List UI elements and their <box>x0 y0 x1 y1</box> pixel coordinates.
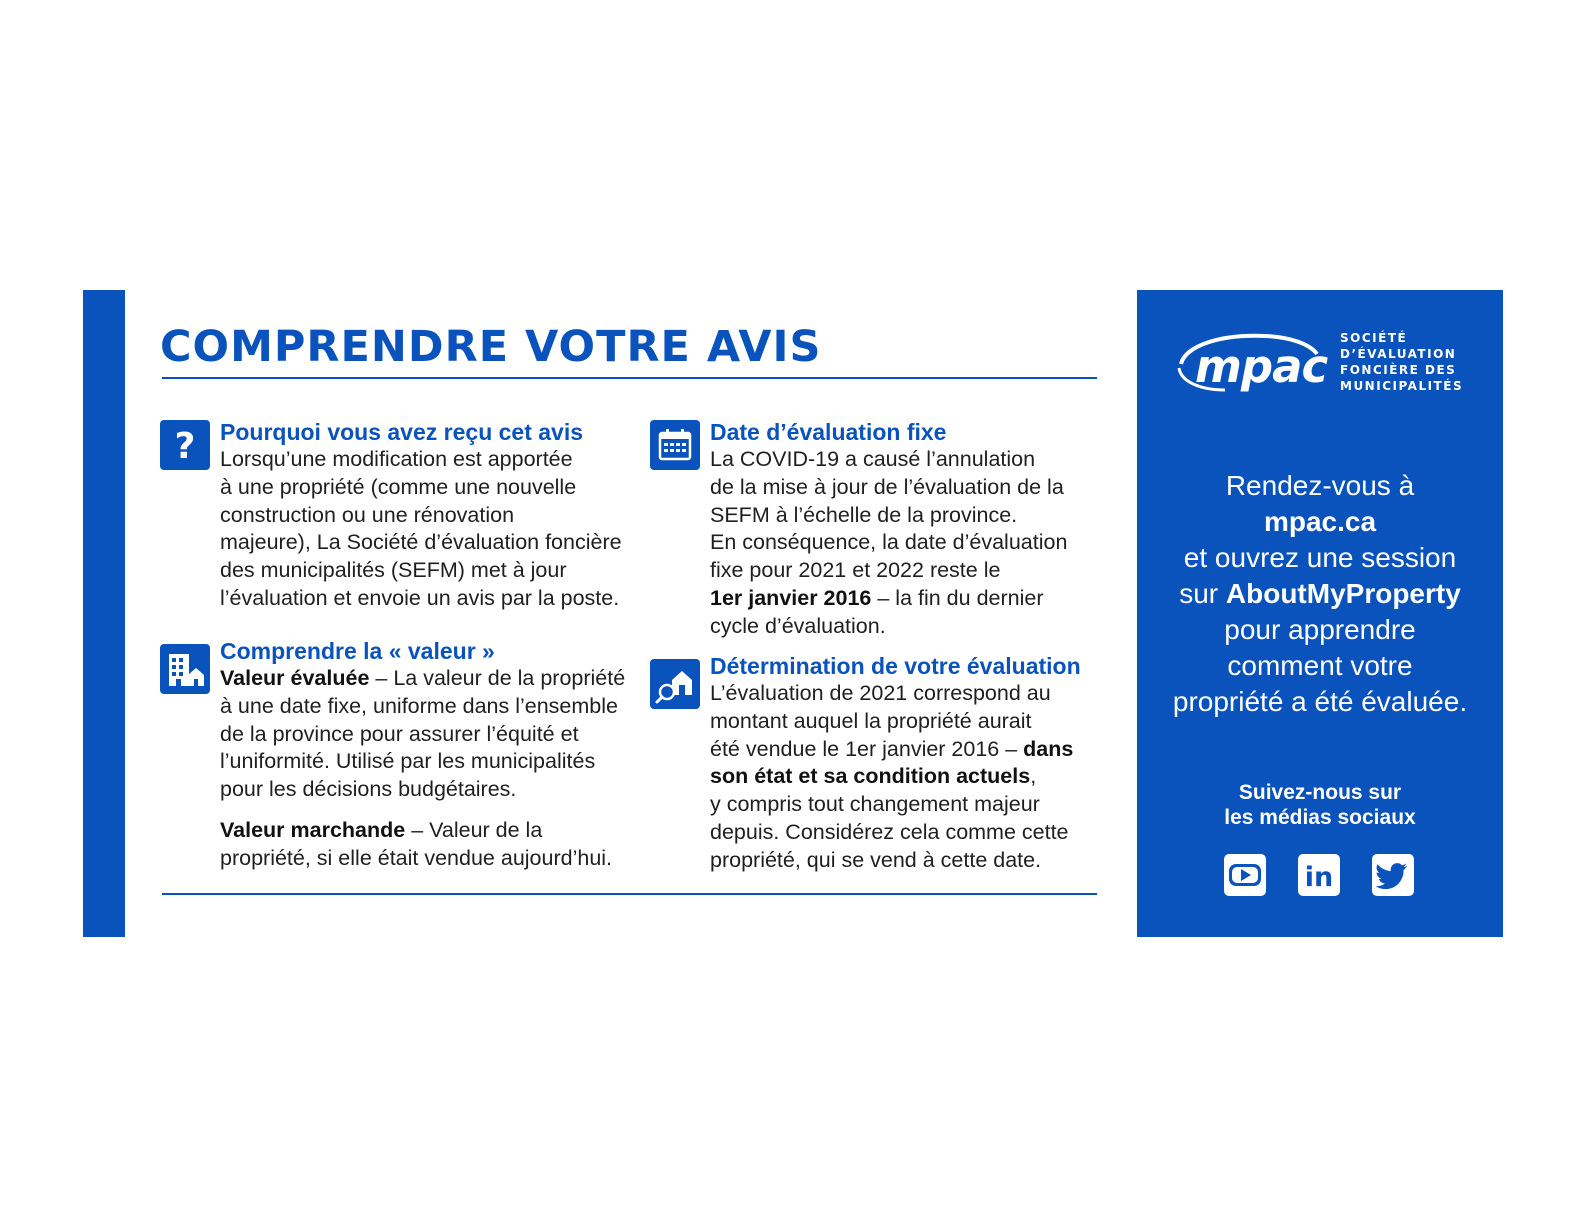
assessed-value-label: Valeur évaluée <box>220 666 370 690</box>
section-determination <box>710 652 1081 875</box>
section-value-heading: Comprendre la « valeur » <box>220 638 495 664</box>
section-why-heading: Pourquoi vous avez reçu cet avis <box>220 419 584 445</box>
title-divider <box>162 377 1097 379</box>
section-why <box>220 418 622 613</box>
section-date-heading: Date d’évaluation fixe <box>710 419 947 445</box>
question-icon <box>160 420 210 470</box>
mpac-link[interactable]: mpac.ca <box>1263 506 1377 537</box>
section-determination-heading: Détermination de votre évaluation <box>710 653 1081 679</box>
buildings-icon <box>160 644 210 694</box>
call-to-action: Rendez-vous à mpac.ca et ouvrez une session sur AboutMyProperty pour apprendre comment votre propriété a été évaluée. <box>1172 470 1468 717</box>
linkedin-icon[interactable] <box>1297 853 1341 897</box>
svg-text:?: ? <box>174 426 196 467</box>
section-why-body: Lorsqu’une modification est apportée à une propriété (comme une nouvelle construction ou une rénovation majeure), La Société d’évaluation foncière des municipalités (SEFM) met à jour l’évaluation et envoie un avis par la poste. <box>220 447 622 610</box>
calendar-icon <box>650 420 700 470</box>
youtube-icon[interactable] <box>1223 853 1267 897</box>
mpac-sidebar <box>1137 290 1503 937</box>
house-search-icon <box>650 659 700 709</box>
page-title: COMPRENDRE VOTRE AVIS <box>160 322 822 372</box>
twitter-icon[interactable] <box>1371 853 1415 897</box>
linkedin-glyph: in <box>1304 862 1334 893</box>
market-value-text: Valeur marchande – Valeur de la propriété, si elle était vendue aujourd’hui. <box>220 817 613 870</box>
section-date-body: La COVID-19 a causé l’annulation de la mise à jour de l’évaluation de la SEFM à l’échelle de la province. En conséquence, la date d’évaluation fixe pour 2021 et 2022 reste le 1er janvier 2016 – la fin du dernier cycle d’évaluation. <box>710 447 1068 638</box>
logo-wordmark: mpac <box>1195 340 1328 393</box>
left-accent-bar <box>83 290 125 937</box>
section-value <box>220 637 625 873</box>
market-value-label: Valeur marchande <box>220 817 406 842</box>
assessed-value-text: Valeur évaluée – La valeur de la propriété à une date fixe, uniforme dans l’ensemble de la province pour assurer l’équité et l’uniformité. Utilisé par les municipalités pour les décisions budgétaires. <box>220 666 626 802</box>
mpac-logo[interactable] <box>1175 332 1328 393</box>
section-determination-body: L’évaluation de 2021 correspond au montant auquel la propriété aurait été vendue le 1er janvier 2016 – dans son état et sa condition actuels, y compris tout changement majeur depuis. Considérez cela comme cette propriété, qui se vend à cette date. <box>710 681 1074 872</box>
aboutmyproperty-link[interactable]: AboutMyProperty <box>1225 578 1461 609</box>
follow-us-text: Suivez-nous sur les médias sociaux <box>1224 781 1416 829</box>
section-date <box>710 418 1067 641</box>
bottom-divider <box>162 893 1097 895</box>
org-name: SOCIÉTÉ D’ÉVALUATION FONCIÈRE DES MUNICIPALITÉS <box>1340 331 1464 393</box>
fixed-date: 1er janvier 2016 <box>710 585 872 610</box>
